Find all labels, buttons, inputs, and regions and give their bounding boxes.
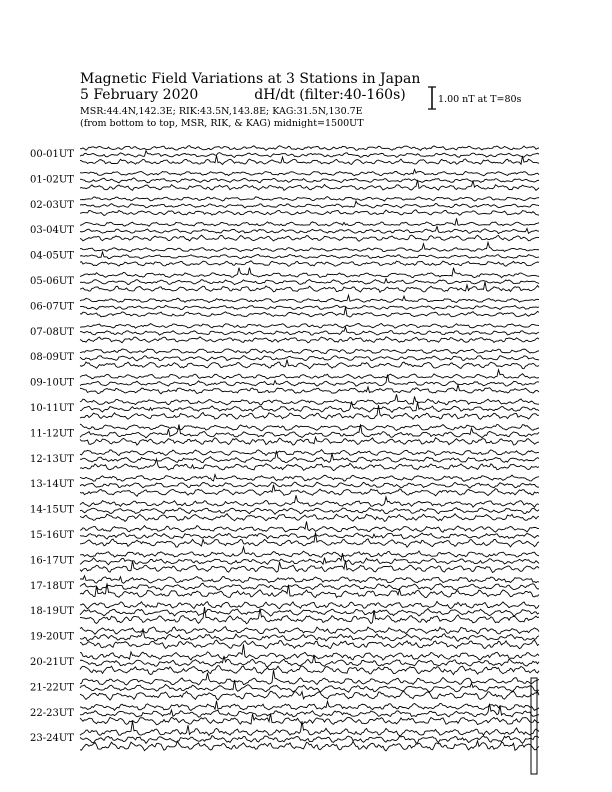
hour-label: 21-22UT [30,682,74,694]
trace-KAG-01-02UT [80,169,539,175]
hour-label: 08-09UT [30,352,74,364]
trace-KAG-00-01UT [80,146,539,151]
trace-RIK-01-02UT [80,178,539,183]
hour-row-23-24UT [30,721,539,751]
trace-MSR-20-21UT [80,666,539,675]
trace-RIK-13-14UT [80,482,539,488]
trace-RIK-18-19UT [80,609,539,617]
trace-RIK-17-18UT [80,583,539,590]
hour-label: 18-19UT [30,606,74,618]
trace-KAG-10-11UT [80,394,539,405]
trace-KAG-05-06UT [80,268,539,278]
trace-KAG-20-21UT [80,644,539,660]
trace-KAG-08-09UT [80,349,539,353]
trace-RIK-02-03UT [80,201,539,208]
hour-label: 22-23UT [30,707,74,719]
trace-MSR-23-24UT [80,741,539,751]
hour-row-12-13UT [30,450,539,471]
hour-label: 13-14UT [30,479,74,491]
station-coordinates: MSR:44.4N,142.3E; RIK:43.5N,143.8E; KAG:31.5N,130.7E [80,106,363,117]
trace-MSR-07-08UT [80,337,539,343]
hour-label: 06-07UT [30,301,74,313]
trace-KAG-15-16UT [80,521,539,532]
date-label: 5 February 2020 [80,87,199,103]
trace-MSR-10-11UT [80,405,539,419]
trace-MSR-14-15UT [80,514,539,522]
hour-label: 05-06UT [30,276,74,287]
trace-KAG-23-24UT [80,721,539,736]
trace-RIK-15-16UT [80,533,539,539]
trace-MSR-02-03UT [80,210,539,216]
scale-bar-label: 1.00 nT at T=80s [438,94,522,105]
hour-label: 01-02UT [30,174,74,186]
trace-MSR-18-19UT [80,607,539,624]
trace-RIK-04-05UT [80,252,539,259]
trace-MSR-19-20UT [80,640,539,649]
hour-label: 07-08UT [30,326,74,338]
trace-KAG-04-05UT [80,242,539,251]
hour-row-16-17UT [30,547,539,572]
hour-row-14-15UT [30,495,539,521]
hour-row-18-19UT [30,601,539,623]
hour-label: 12-13UT [30,453,74,465]
trace-MSR-05-06UT [80,282,539,292]
hour-label: 00-01UT [30,149,74,160]
trace-KAG-14-15UT [80,495,539,507]
chart-title: Magnetic Field Variations at 3 Stations in Japan [80,71,421,87]
hour-row-13-14UT [30,475,539,497]
station-order-note: (from bottom to top, MSR, RIK, & KAG) midnight=1500UT [80,118,364,129]
quantity-label: dH/dt (filter:40-160s) [254,87,406,103]
trace-MSR-03-04UT [80,235,539,241]
trace-RIK-05-06UT [80,279,539,285]
hour-label: 17-18UT [30,580,74,592]
trace-MSR-21-22UT [80,691,539,700]
trace-KAG-18-19UT [80,601,539,608]
trace-MSR-16-17UT [80,560,539,572]
hour-label: 10-11UT [30,403,74,414]
hour-row-15-16UT [30,521,539,547]
hour-row-10-11UT [30,394,539,419]
hour-row-07-08UT [30,324,539,343]
trace-RIK-07-08UT [80,327,539,335]
hour-row-22-23UT [30,701,539,725]
trace-RIK-08-09UT [80,356,539,361]
hour-row-20-21UT [30,644,539,674]
hour-label: 14-15UT [30,504,74,516]
hour-row-02-03UT [30,197,539,216]
hour-row-03-04UT [30,218,539,241]
trace-RIK-12-13UT [80,451,539,463]
trace-KAG-17-18UT [80,576,539,584]
hour-label: 11-12UT [30,428,74,440]
trace-KAG-09-10UT [80,370,539,379]
hour-label: 09-10UT [30,377,74,389]
hour-row-17-18UT [30,576,539,598]
hour-label: 23-24UT [30,733,74,745]
trace-MSR-15-16UT [80,532,539,547]
trace-KAG-22-23UT [80,701,539,711]
hour-row-00-01UT [30,146,539,165]
trace-RIK-00-01UT [80,151,539,158]
hour-row-06-07UT [30,295,539,317]
trace-KAG-12-13UT [80,450,539,456]
hour-row-01-02UT [30,169,539,190]
trace-KAG-03-04UT [80,218,539,226]
trace-MSR-11-12UT [80,437,539,445]
trace-MSR-22-23UT [80,713,539,724]
hour-row-09-10UT [30,370,539,394]
hour-row-04-05UT [30,242,539,266]
trace-RIK-06-07UT [80,305,539,309]
trace-RIK-14-15UT [80,508,539,515]
hour-label: 03-04UT [30,225,74,237]
hour-label: 16-17UT [30,555,74,567]
trace-MSR-04-05UT [80,261,539,266]
hour-row-19-20UT [30,627,539,649]
trace-MSR-08-09UT [80,360,539,369]
hour-label: 04-05UT [30,250,74,262]
trace-KAG-16-17UT [80,547,539,557]
hour-row-21-22UT [30,670,539,700]
trace-KAG-02-03UT [80,197,539,201]
hour-row-11-12UT [30,424,539,445]
hour-row-05-06UT [30,268,539,293]
trace-MSR-09-10UT [80,385,539,394]
hour-row-08-09UT [30,349,539,369]
trace-MSR-00-01UT [80,156,539,165]
trace-RIK-03-04UT [80,226,539,233]
trace-RIK-09-10UT [80,375,539,387]
trace-KAG-07-08UT [80,324,539,329]
trace-KAG-11-12UT [80,424,539,431]
trace-KAG-06-07UT [80,295,539,302]
hour-label: 20-21UT [30,657,74,668]
hour-label: 19-20UT [30,631,74,643]
hour-label: 02-03UT [30,199,74,211]
trace-KAG-19-20UT [80,627,539,635]
hour-label: 15-16UT [30,530,74,541]
trace-RIK-23-24UT [80,736,539,744]
trace-MSR-01-02UT [80,180,539,191]
trace-KAG-13-14UT [80,475,539,482]
